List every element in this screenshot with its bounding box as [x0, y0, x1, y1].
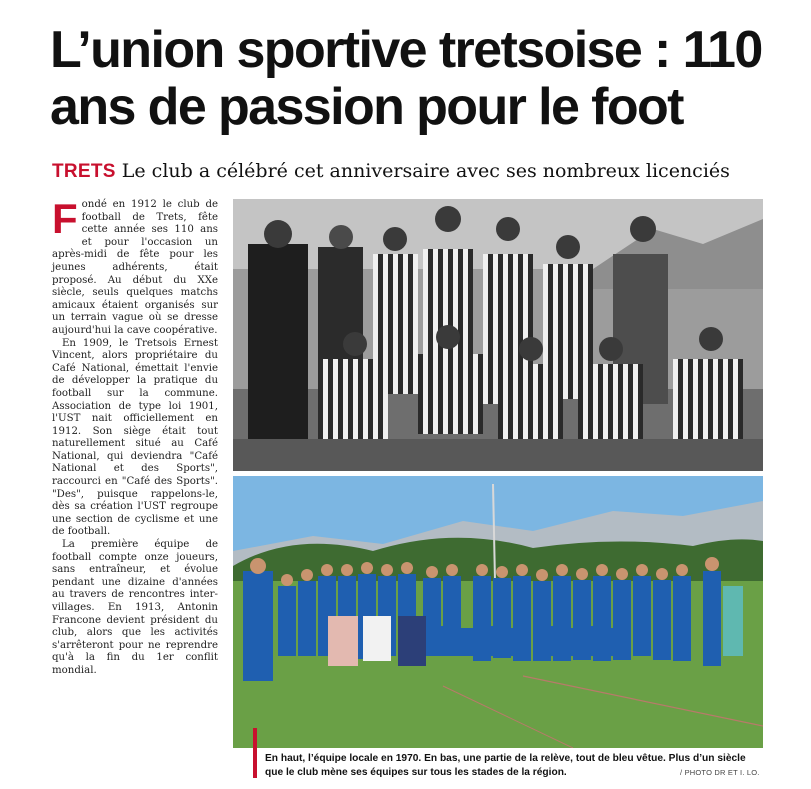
headline-line-2: ans de passion pour le foot: [50, 78, 683, 136]
paragraph-1: [52, 195, 218, 338]
paragraph-2: En 1909, le Tretsois Ernest Vincent, alors propriétaire du Café National, émettait l'envie de développer la pratique du football sur la commune. Association de type loi 1901, l'UST nait officiellement en 1912. Son siège était tout naturellement situé au Café National, qui deviendra "Café National et des Sports", raccourci en "Café des Sports". "Des", puisque rappelons-le, dès sa création l'UST regroupe une section de cyclisme et une de football.: [52, 337, 218, 538]
subheadline-text: Le club a célébré cet anniversaire avec ses nombreux licenciés: [121, 160, 730, 182]
photo-credit: / PHOTO DR ET I. LO.: [680, 768, 760, 777]
drop-cap: F: [52, 195, 78, 242]
location-kicker: TRETS: [52, 161, 116, 182]
article-body: [52, 195, 218, 678]
caption-accent-bar: [253, 728, 257, 778]
paragraph-1-text: ondé en 1912 le club de football de Trets, fête cette année ses 110 ans et pour l'occasion un après-midi de fête pour les jeunes adhérents, était proposé. Au début du XXe siècle, seuls quelques matchs amicaux étaient organisés sur un terrain vague où se dresse aujourd'hui la cave coopérative.: [52, 199, 218, 336]
youth-team-photo: [233, 476, 763, 748]
photo-caption: En haut, l’équipe locale en 1970. En bas, une partie de la relève, tout de bleu vêtue. Plus d’un siècle que le club mène ses équipes sur tous les stades de la région.: [265, 753, 746, 778]
headline-line-1: L’union sportive tretsoise : 110: [50, 21, 762, 79]
team-photo-1970: [233, 199, 763, 471]
paragraph-3: La première équipe de football compte onze joueurs, sans entraîneur, et évolue pendant une dizaine d'années au travers de rencontres inter-villages. En 1913, Antonin Francone devient président du club, alors que les activités s'arrêteront pour ne reprendre qu'à la fin du 1er conflit mondial.: [52, 539, 218, 676]
subheadline: [52, 160, 792, 183]
headline: [50, 22, 790, 136]
